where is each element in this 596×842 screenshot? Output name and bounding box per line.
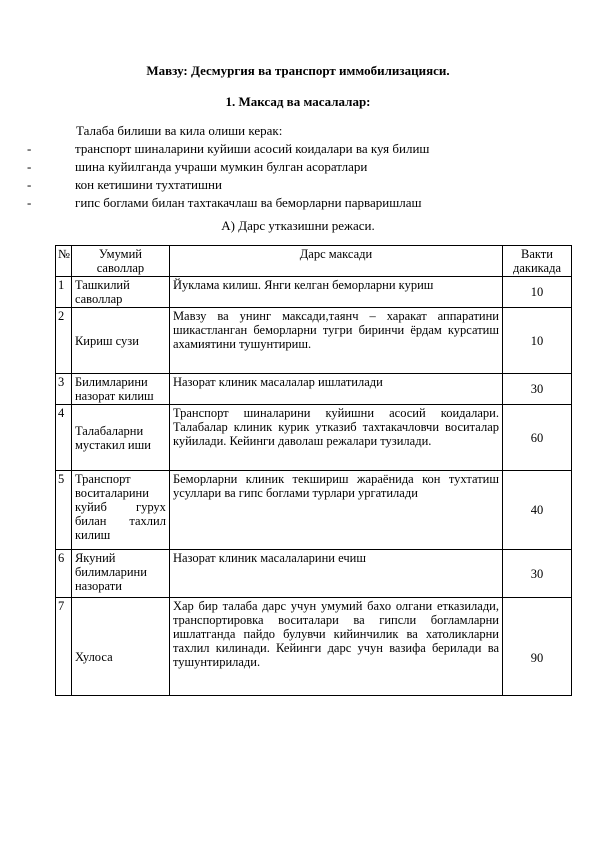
table-header-row xyxy=(56,246,572,277)
intro-text: Талаба билиши ва кила олиши керак: xyxy=(76,123,283,138)
page-title: Мавзу: Десмургия ва транспорт иммобилизацияси. xyxy=(146,63,450,78)
list-item xyxy=(27,158,429,176)
list-item-text: кон кетишини тухтатишни xyxy=(75,177,222,192)
row-number: 1 xyxy=(56,277,72,308)
row-goal: Назорат клиник масалалар ишлатилади xyxy=(169,374,502,405)
row-time: 40 xyxy=(503,471,572,550)
row-number: 3 xyxy=(56,374,72,405)
table-row xyxy=(56,471,572,550)
row-time: 10 xyxy=(503,277,572,308)
header-number: № xyxy=(56,246,72,277)
row-goal: Йуклама килиш. Янги келган беморларни куриш xyxy=(169,277,502,308)
header-time: Вакти дакикада xyxy=(503,246,572,277)
header-topic: Умумий саволлар xyxy=(71,246,169,277)
row-topic: Якуний билимларини назорати xyxy=(71,550,169,598)
row-topic: Талабаларни мустакил иши xyxy=(71,405,169,471)
row-goal: Мавзу ва унинг максади,таянч – харакат аппаратини шикастланган беморларни тугри биринчи ёрдам курсатиш ахамиятини тушунтириш. xyxy=(169,308,502,374)
table-row xyxy=(56,308,572,374)
row-number: 4 xyxy=(56,405,72,471)
row-number: 2 xyxy=(56,308,72,374)
section-heading: 1. Максад ва масалалар: xyxy=(225,94,371,109)
row-time: 10 xyxy=(503,308,572,374)
bullet-marker: - xyxy=(27,195,32,210)
row-time: 30 xyxy=(503,374,572,405)
list-item xyxy=(27,176,429,194)
table-row xyxy=(56,374,572,405)
list-item xyxy=(27,194,429,212)
row-time: 90 xyxy=(503,598,572,696)
header-goal: Дарс максади xyxy=(169,246,502,277)
row-goal: Транспорт шиналарини куйишни асосий коидалари. Талабалар клиник курик утказиб тахтакачловчи воситалар куйилади. Кейинги даволаш режалари тузилади. xyxy=(169,405,502,471)
table-row xyxy=(56,277,572,308)
row-goal: Хар бир талаба дарс учун умумий бахо олгани етказилади, транспортировка воситалари ва гипсли богламларни ишлатганда пайдо булувчи кийинчилик ва хатоликларни тахлил килинади. Кейинги дарс учун вазифа берилади ва тушунтирилади. xyxy=(169,598,502,696)
bullet-marker: - xyxy=(27,177,32,192)
row-time: 30 xyxy=(503,550,572,598)
row-number: 6 xyxy=(56,550,72,598)
list-item-text: транспорт шиналарини куйиши асосий коидалари ва куя билиш xyxy=(75,141,430,156)
bullet-marker: - xyxy=(27,159,32,174)
list-item-text: гипс боглами билан тахтакачлаш ва беморларни парваришлаш xyxy=(75,195,422,210)
row-topic: Транспорт воситаларини куйиб гурух билан тахлил килиш xyxy=(71,471,169,550)
table-row xyxy=(56,598,572,696)
row-topic: Билимларини назорат килиш xyxy=(71,374,169,405)
row-number: 7 xyxy=(56,598,72,696)
plan-subheading: А) Дарс утказишни режаси. xyxy=(221,218,375,233)
table-row xyxy=(56,405,572,471)
list-item-text: шина куйилганда учраши мумкин булган асоратлари xyxy=(75,159,368,174)
row-topic: Кириш сузи xyxy=(71,308,169,374)
objectives-list xyxy=(27,140,429,212)
row-number: 5 xyxy=(56,471,72,550)
lesson-plan-table xyxy=(55,245,572,696)
list-item xyxy=(27,140,429,158)
row-goal: Назорат клиник масалаларини ечиш xyxy=(169,550,502,598)
row-topic: Ташкилий саволлар xyxy=(71,277,169,308)
row-topic: Хулоса xyxy=(71,598,169,696)
table-row xyxy=(56,550,572,598)
row-goal: Беморларни клиник текшириш жараёнида кон тухтатиш усуллари ва гипс боглами турлари ургатилади xyxy=(169,471,502,550)
row-time: 60 xyxy=(503,405,572,471)
bullet-marker: - xyxy=(27,141,32,156)
